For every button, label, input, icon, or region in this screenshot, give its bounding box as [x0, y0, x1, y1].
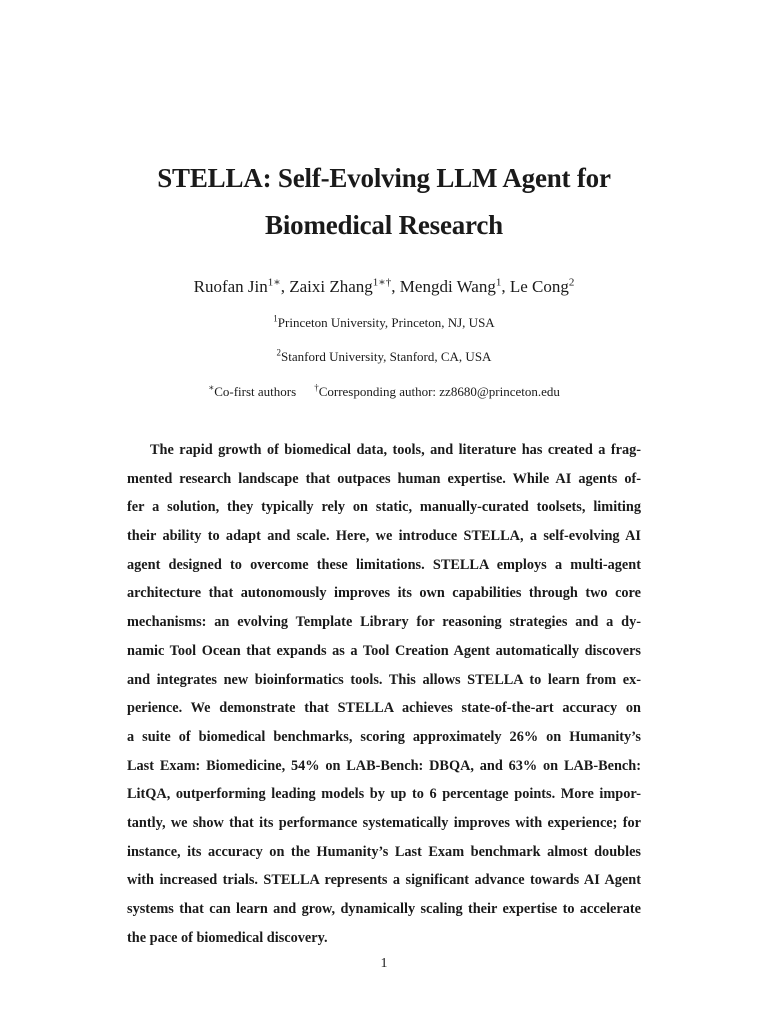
abstract-line: LitQA, outperforming leading models by up to 6 percentage points. More impor-: [127, 786, 641, 803]
affiliation-princeton: [0, 315, 768, 331]
affiliation-text: Stanford University, Stanford, CA, USA: [281, 349, 492, 364]
affiliation-text: Princeton University, Princeton, NJ, USA: [277, 315, 495, 330]
abstract-line: the pace of biomedical discovery.: [127, 929, 328, 946]
author-notes: [0, 384, 768, 400]
author-separator: ,: [280, 277, 290, 296]
paper-title-line-2: Biomedical Research: [265, 210, 503, 240]
abstract-line: tantly, we show that its performance systematically improves with experience; for: [127, 814, 641, 831]
abstract: [127, 436, 641, 952]
affiliation-stanford: [0, 349, 768, 365]
author-name: Zaixi Zhang: [289, 277, 373, 296]
abstract-line: architecture that autonomously improves its own capabilities through two core: [127, 585, 641, 602]
corresponding-mark: †: [314, 382, 319, 393]
author-separator: ,: [391, 277, 400, 296]
abstract-line: mechanisms: an evolving Template Library for reasoning strategies and a dy-: [127, 614, 641, 631]
page-number: 1: [380, 956, 388, 971]
abstract-line: instance, its accuracy on the Humanity’s Last Exam benchmark almost doubles: [127, 843, 641, 860]
abstract-line: systems that can learn and grow, dynamically scaling their expertise to accelerate: [127, 901, 641, 917]
abstract-line: mented research landscape that outpaces human expertise. While AI agents of-: [127, 470, 641, 487]
abstract-line: perience. We demonstrate that STELLA achieves state-of-the-art accuracy on: [127, 700, 641, 717]
author-list: [0, 277, 768, 297]
affiliation-mark: 1: [273, 313, 278, 324]
abstract-line: with increased trials. STELLA represents a significant advance towards AI Agent: [127, 872, 641, 889]
author-name: Ruofan Jin: [193, 277, 268, 296]
paper-title-line-1: STELLA: Self-Evolving LLM Agent for: [157, 163, 611, 193]
author-marks: 1: [495, 276, 502, 289]
author-name: Mengdi Wang: [399, 277, 496, 296]
corresponding-note: Corresponding author: zz8680@princeton.edu: [318, 384, 560, 399]
cofirst-note: Co-first authors: [214, 384, 297, 399]
author-marks: 2: [568, 276, 575, 289]
author-separator: ,: [501, 277, 510, 296]
abstract-line: agent designed to overcome these limitations. STELLA employs a multi-agent: [127, 556, 641, 573]
abstract-line: The rapid growth of biomedical data, tools, and literature has created a frag-: [150, 442, 641, 458]
abstract-line: namic Tool Ocean that expands as a Tool Creation Agent automatically discovers: [127, 642, 641, 659]
abstract-line: and integrates new bioinformatics tools. This allows STELLA to learn from ex-: [127, 671, 641, 688]
author-marks: 1∗†: [372, 276, 392, 289]
author-marks: 1∗: [267, 276, 281, 289]
cofirst-mark: ∗: [208, 382, 215, 393]
author-name: Le Cong: [509, 277, 569, 296]
abstract-line: Last Exam: Biomedicine, 54% on LAB-Bench: DBQA, and 63% on LAB-Bench:: [127, 757, 641, 774]
abstract-line: a suite of biomedical benchmarks, scoring approximately 26% on Humanity’s: [127, 728, 641, 745]
abstract-line: their ability to adapt and scale. Here, we introduce STELLA, a self-evolving AI: [127, 528, 641, 545]
affiliation-mark: 2: [276, 347, 282, 358]
abstract-line: fer a solution, they typically rely on static, manually-curated toolsets, limiting: [127, 499, 641, 516]
